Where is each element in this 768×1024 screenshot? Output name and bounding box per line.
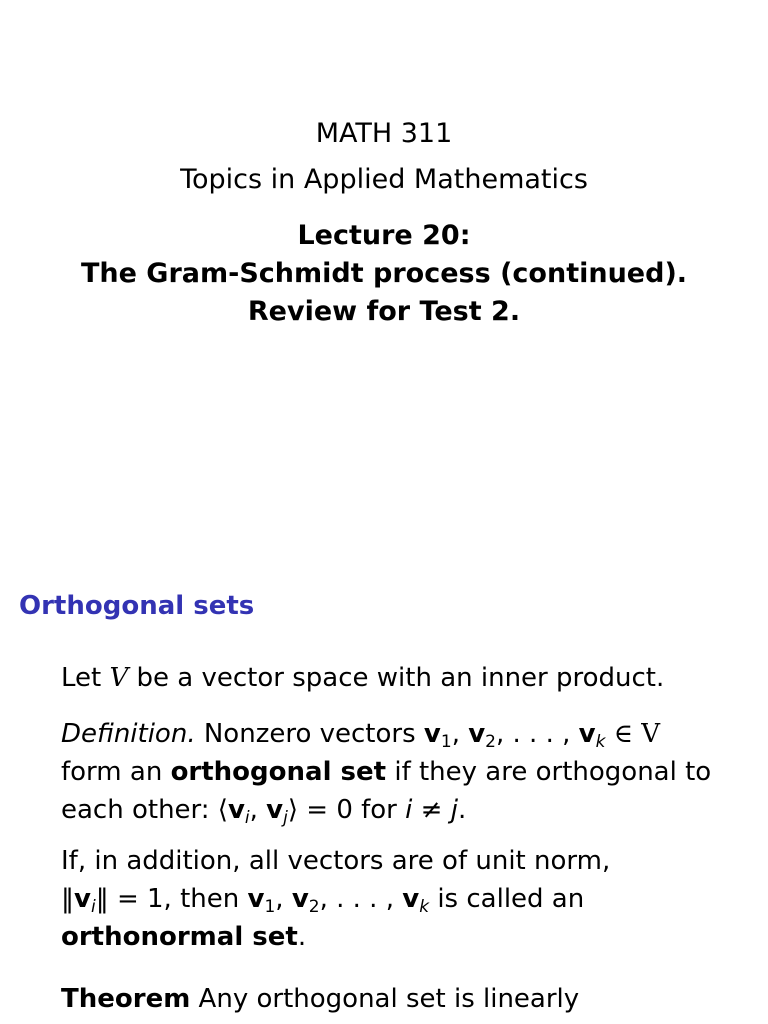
subscript-k: k [419, 897, 430, 917]
lecture-review: Review for Test 2. [247, 296, 521, 327]
comma: , [249, 795, 267, 825]
period: . [457, 795, 467, 825]
course-subtitle: Topics in Applied Mathematics [180, 164, 588, 195]
ellipsis: , . . . , [319, 884, 403, 914]
definition-line-3b: ⟩ = 0 for [287, 795, 406, 825]
vector-v2: v [468, 719, 486, 749]
vector-vk: v [578, 719, 596, 749]
vector-v1: v [247, 884, 265, 914]
section-heading: Orthogonal sets [19, 591, 255, 621]
definition-paragraph [61, 715, 711, 829]
definition-line-3a: each other: ⟨ [61, 795, 228, 825]
subscript-i: i [90, 897, 96, 917]
comma: , [275, 884, 292, 914]
vector-vk: v [402, 884, 420, 914]
orthonormal-line-2 [61, 880, 610, 918]
vector-v2: v [291, 884, 309, 914]
course-title: MATH 311 [315, 118, 453, 149]
lecture-topic: The Gram-Schmidt process (continued). [80, 258, 688, 289]
vector-vj: v [266, 795, 284, 825]
period: . [297, 922, 307, 952]
norm-close: ‖ = 1, then [95, 884, 248, 914]
subscript-2: 2 [308, 897, 320, 917]
theorem-paragraph [61, 980, 579, 1018]
definition-line-1 [61, 715, 711, 753]
definition-line-2a: form an [61, 757, 171, 787]
subscript-2: 2 [485, 732, 496, 752]
subscript-i: i [244, 808, 250, 828]
orthonormal-line-1: If, in addition, all vectors are of unit norm, [61, 846, 611, 876]
intro-paragraph [61, 659, 664, 697]
index-j: j [450, 795, 458, 825]
definition-line-3 [61, 791, 711, 829]
subscript-j: j [283, 808, 288, 828]
definition-lead: Nonzero vectors [195, 719, 424, 749]
theorem-text: Any orthogonal set is linearly [190, 984, 580, 1014]
comma: , [451, 719, 469, 749]
intro-text-a: Let [61, 663, 110, 693]
subscript-1: 1 [440, 732, 452, 752]
orthonormal-line-3 [61, 918, 610, 956]
definition-label: Definition. [61, 719, 196, 749]
index-i: i [405, 795, 413, 825]
norm-open: ‖ [61, 884, 74, 914]
vector-v1: v [423, 719, 441, 749]
element-of-V: ∈ V [605, 719, 661, 749]
vector-vi: v [74, 884, 91, 914]
intro-text-b: be a vector space with an inner product. [128, 663, 665, 693]
orthonormal-set-term: orthonormal set [61, 922, 298, 952]
vector-vi: v [227, 795, 245, 825]
orthonormal-tail: is called an [429, 884, 585, 914]
subscript-k: k [595, 732, 606, 752]
orthonormal-paragraph [61, 842, 610, 956]
ellipsis: , . . . , [496, 719, 579, 749]
subscript-1: 1 [264, 897, 276, 917]
lecture-number: Lecture 20: [297, 220, 471, 251]
orthogonal-set-term: orthogonal set [170, 757, 387, 787]
definition-line-2b: if they are orthogonal to [386, 757, 712, 787]
not-equal-sign: ≠ [412, 795, 451, 825]
space-symbol: V [109, 663, 129, 693]
theorem-label: Theorem [61, 984, 191, 1014]
definition-line-2 [61, 753, 711, 791]
